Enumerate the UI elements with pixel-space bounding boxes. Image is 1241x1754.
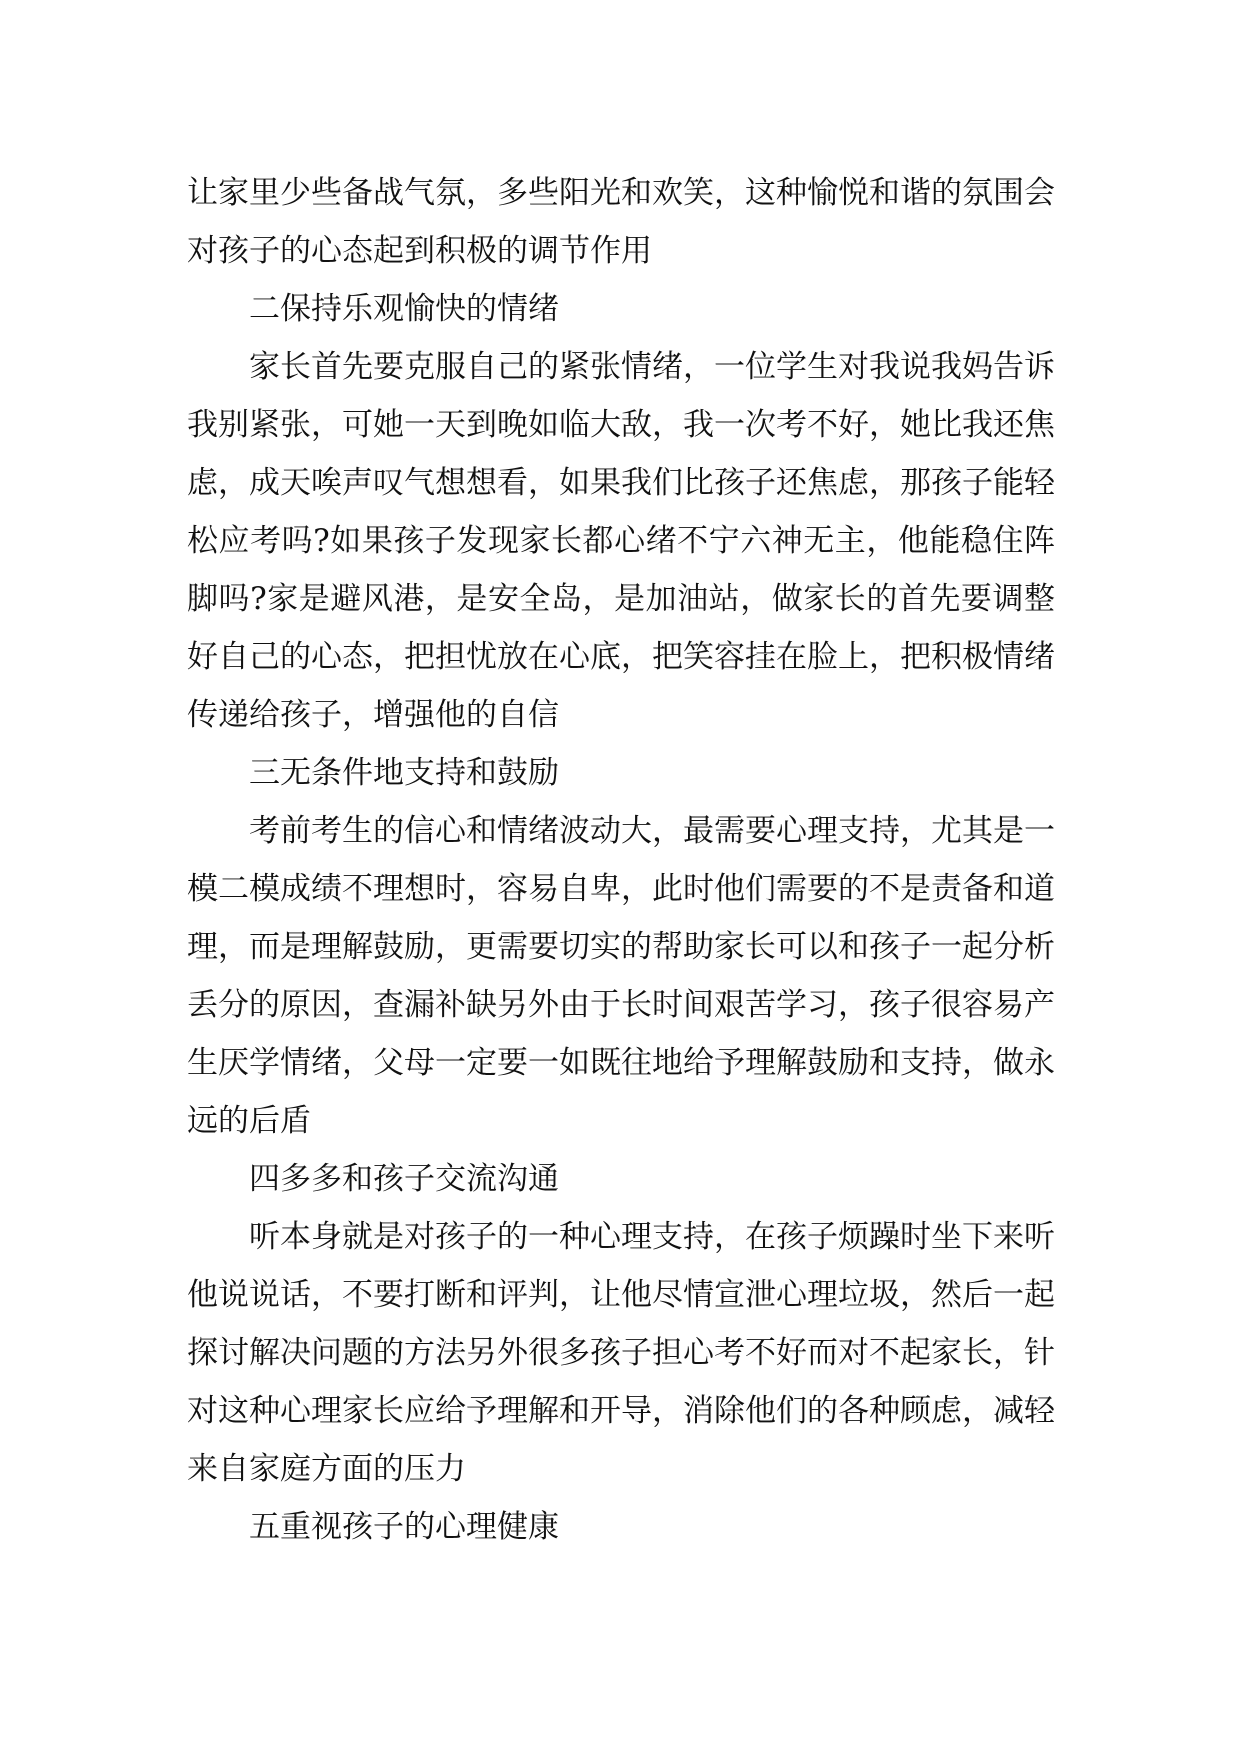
- section-heading-5: 五重视孩子的心理健康: [249, 1509, 559, 1545]
- paragraph-body: 听本身就是对孩子的一种心理支持，在孩子烦躁时坐下来听他说说话，不要打断和评判，让他尽情宣泄心理垃圾，然后一起探讨解决问题的方法另外很多孩子担心考不好而对不起家长，针对这种心理家长应给予理解和开导，消除他们的各种顾虑，减轻来自家庭方面的压力: [187, 1219, 1055, 1487]
- section-heading-4: 四多多和孩子交流沟通: [249, 1161, 559, 1197]
- section-heading-2: 二保持乐观愉快的情绪: [249, 291, 559, 327]
- paragraph-continuation: 让家里少些备战气氛，多些阳光和欢笑，这种愉悦和谐的氛围会对孩子的心态起到积极的调节作用: [187, 175, 1055, 269]
- paragraph-body: 考前考生的信心和情绪波动大，最需要心理支持，尤其是一模二模成绩不理想时，容易自卑，此时他们需要的不是责备和道理，而是理解鼓励，更需要切实的帮助家长可以和孩子一起分析丢分的原因，查漏补缺另外由于长时间艰苦学习，孩子很容易产生厌学情绪，父母一定要一如既往地给予理解鼓励和支持，做永远的后盾: [187, 813, 1055, 1139]
- document-body: [187, 164, 1055, 1556]
- section-heading-3: 三无条件地支持和鼓励: [249, 755, 559, 791]
- paragraph-body: 家长首先要克服自己的紧张情绪，一位学生对我说我妈告诉我别紧张，可她一天到晚如临大敌，我一次考不好，她比我还焦虑，成天唉声叹气想想看，如果我们比孩子还焦虑，那孩子能轻松应考吗?如果孩子发现家长都心绪不宁六神无主，他能稳住阵脚吗?家是避风港，是安全岛，是加油站，做家长的首先要调整好自己的心态，把担忧放在心底，把笑容挂在脸上，把积极情绪传递给孩子，增强他的自信: [187, 349, 1055, 733]
